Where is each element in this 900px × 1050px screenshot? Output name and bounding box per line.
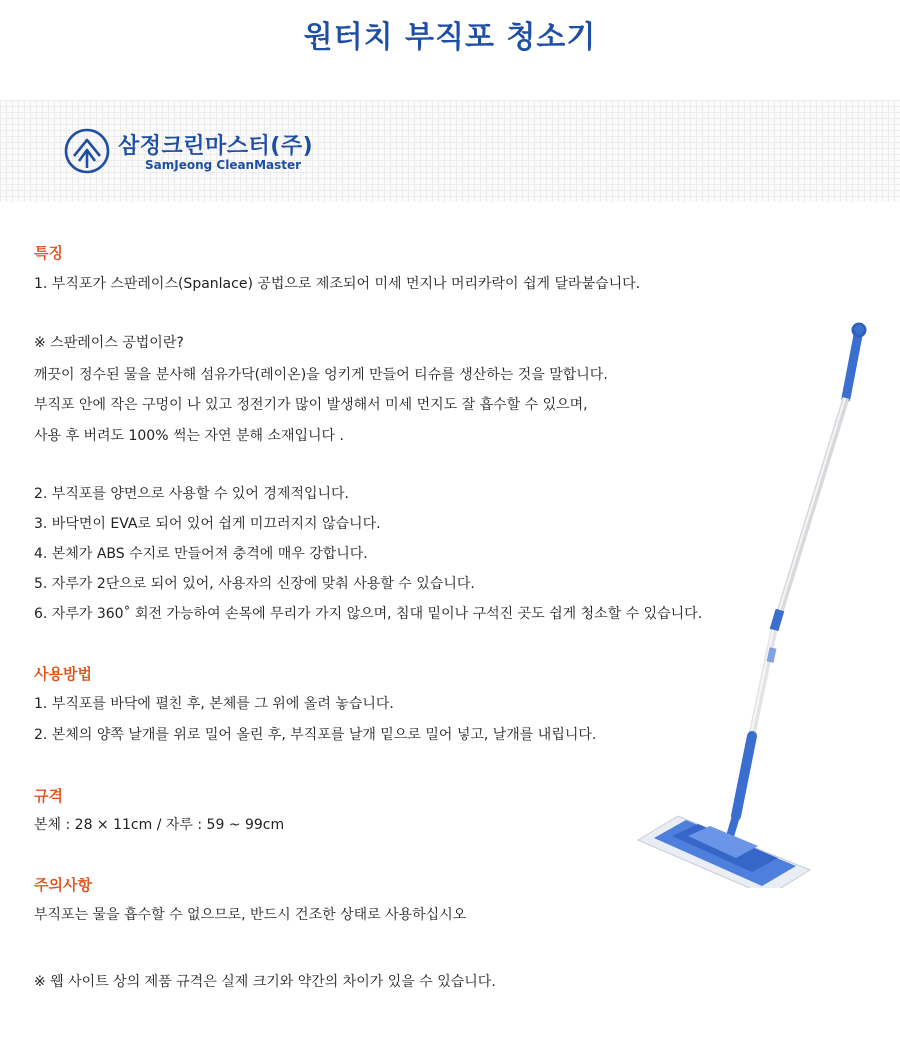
feature-item: 2. 부직포를 양면으로 사용할 수 있어 경제적입니다.	[34, 486, 349, 502]
caution-text: 부직포는 물을 흡수할 수 없으므로, 반드시 건조한 상태로 사용하십시오	[34, 907, 467, 923]
brand-name-kr: 삼정크린마스터(주)	[118, 134, 314, 159]
brand-name-en: SamJeong CleanMaster	[145, 158, 302, 172]
feature-item: 6. 자루가 360˚ 회전 가능하여 손목에 무리가 가지 않으며, 침대 밑이나 구석진 곳도 쉽게 청소할 수 있습니다.	[34, 606, 703, 622]
spanlace-note-line: 사용 후 버려도 100% 썩는 자연 분해 소재입니다 .	[34, 428, 344, 444]
mop-handle	[726, 324, 865, 850]
brand-logo-icon	[64, 128, 110, 174]
feature-item: 1. 부직포가 스판레이스(Spanlace) 공법으로 제조되어 미세 먼지나 머리카락이 쉽게 달라붙습니다.	[34, 276, 641, 292]
disclaimer-text: ※ 웹 사이트 상의 제품 규격은 실제 크기와 약간의 차이가 있을 수 있습니다.	[34, 974, 496, 990]
spec-text: 본체 : 28 × 11cm / 자루 : 59 ~ 99cm	[34, 817, 285, 833]
feature-item: 5. 자루가 2단으로 되어 있어, 사용자의 신장에 맞춰 사용할 수 있습니다.	[34, 576, 475, 592]
usage-step: 1. 부직포를 바닥에 펼친 후, 본체를 그 위에 올려 놓습니다.	[34, 696, 394, 712]
page-title: 원터치 부직포 청소기	[303, 20, 597, 55]
spanlace-note-line: 부직포 안에 작은 구멍이 나 있고 정전기가 많이 발생해서 미세 먼지도 잘 흡수할 수 있으며,	[34, 397, 588, 413]
usage-heading: 사용방법	[34, 665, 92, 683]
features-heading: 특징	[34, 244, 63, 262]
spanlace-note-line: 깨끗이 정수된 물을 분사해 섬유가닥(레이온)을 엉키게 만들어 티슈를 생산하는 것을 말합니다.	[34, 367, 608, 383]
spanlace-note-heading: ※ 스판레이스 공법이란?	[34, 335, 184, 351]
mop-pad	[638, 816, 810, 888]
spec-heading: 규격	[34, 787, 63, 805]
caution-heading: 주의사항	[34, 876, 92, 894]
usage-step: 2. 본체의 양쪽 날개를 위로 밀어 올린 후, 부직포를 날개 밑으로 밀어 넣고, 날개를 내립니다.	[34, 727, 597, 743]
feature-item: 4. 본체가 ABS 수지로 만들어져 충격에 매우 강합니다.	[34, 546, 368, 562]
mop-product-image	[628, 318, 878, 888]
feature-item: 3. 바닥면이 EVA로 되어 있어 쉽게 미끄러지지 않습니다.	[34, 516, 381, 532]
